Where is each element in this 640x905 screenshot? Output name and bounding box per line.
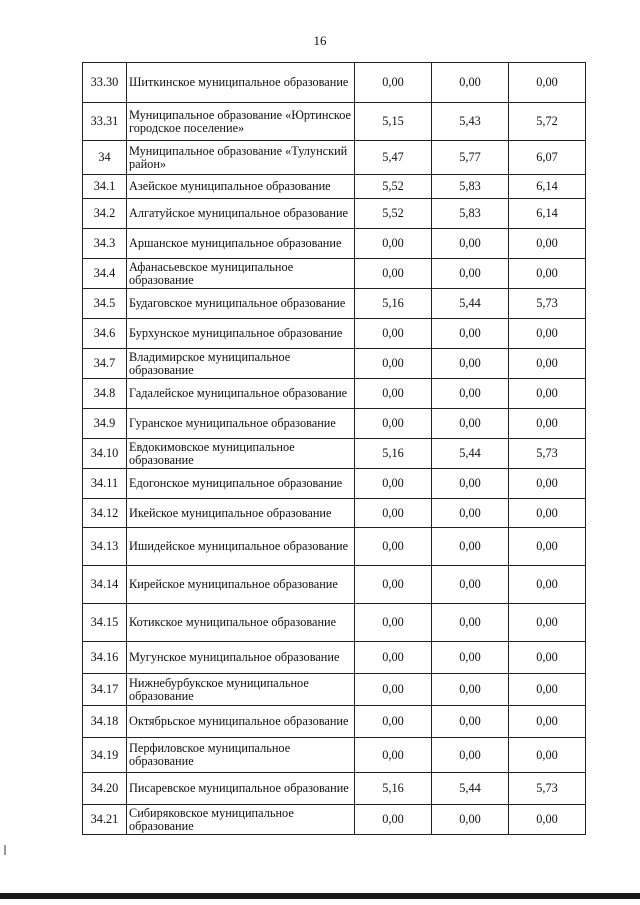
municipality-name: Владимирское муниципальное образование xyxy=(127,349,355,379)
value-2: 0,00 xyxy=(432,499,509,528)
value-1: 5,47 xyxy=(355,141,432,175)
value-2: 0,00 xyxy=(432,706,509,738)
table-row xyxy=(83,319,586,349)
municipality-name: Мугунское муниципальное образование xyxy=(127,642,355,674)
municipality-name: Перфиловское муниципальное образование xyxy=(127,738,355,773)
value-2: 5,44 xyxy=(432,773,509,805)
row-number: 34.10 xyxy=(83,439,127,469)
table-row xyxy=(83,141,586,175)
value-3: 0,00 xyxy=(509,259,586,289)
value-2: 0,00 xyxy=(432,409,509,439)
municipality-name: Кирейское муниципальное образование xyxy=(127,566,355,604)
table-row xyxy=(83,259,586,289)
value-2: 0,00 xyxy=(432,805,509,835)
value-1: 0,00 xyxy=(355,379,432,409)
data-table xyxy=(82,62,586,835)
value-2: 0,00 xyxy=(432,674,509,706)
value-3: 0,00 xyxy=(509,319,586,349)
value-2: 0,00 xyxy=(432,229,509,259)
municipality-name: Алгатуйское муниципальное образование xyxy=(127,199,355,229)
value-3: 5,73 xyxy=(509,439,586,469)
row-number: 34.1 xyxy=(83,175,127,199)
table-row xyxy=(83,469,586,499)
value-1: 0,00 xyxy=(355,349,432,379)
value-2: 0,00 xyxy=(432,319,509,349)
row-number: 34.2 xyxy=(83,199,127,229)
municipality-name: Муниципальное образование «Тулунский район» xyxy=(127,141,355,175)
table-row xyxy=(83,706,586,738)
table-row xyxy=(83,566,586,604)
row-number: 34.6 xyxy=(83,319,127,349)
page-number: 16 xyxy=(313,33,327,48)
municipality-name: Сибиряковское муниципальное образование xyxy=(127,805,355,835)
municipality-name: Шиткинское муниципальное образование xyxy=(127,63,355,103)
value-3: 0,00 xyxy=(509,805,586,835)
value-1: 0,00 xyxy=(355,469,432,499)
table-row xyxy=(83,738,586,773)
value-1: 0,00 xyxy=(355,674,432,706)
value-3: 0,00 xyxy=(509,409,586,439)
value-3: 5,72 xyxy=(509,103,586,141)
value-3: 0,00 xyxy=(509,469,586,499)
value-1: 0,00 xyxy=(355,706,432,738)
table-row xyxy=(83,773,586,805)
footer-rule xyxy=(0,893,640,899)
value-3: 0,00 xyxy=(509,566,586,604)
table-row xyxy=(83,103,586,141)
value-3: 0,00 xyxy=(509,706,586,738)
value-3: 6,07 xyxy=(509,141,586,175)
value-1: 5,52 xyxy=(355,199,432,229)
value-2: 5,83 xyxy=(432,199,509,229)
value-1: 0,00 xyxy=(355,409,432,439)
municipality-name: Икейское муниципальное образование xyxy=(127,499,355,528)
municipality-name: Бурхунское муниципальное образование xyxy=(127,319,355,349)
table-row xyxy=(83,175,586,199)
row-number: 34 xyxy=(83,141,127,175)
value-1: 0,00 xyxy=(355,63,432,103)
municipality-name: Нижнебурбукское муниципальное образование xyxy=(127,674,355,706)
row-number: 34.7 xyxy=(83,349,127,379)
municipality-name: Афанасьевское муниципальное образование xyxy=(127,259,355,289)
value-3: 5,73 xyxy=(509,289,586,319)
row-number: 34.9 xyxy=(83,409,127,439)
table-row xyxy=(83,528,586,566)
municipality-name: Будаговское муниципальное образование xyxy=(127,289,355,319)
row-number: 33.30 xyxy=(83,63,127,103)
table-row xyxy=(83,499,586,528)
table-row xyxy=(83,642,586,674)
row-number: 34.11 xyxy=(83,469,127,499)
value-3: 0,00 xyxy=(509,528,586,566)
value-3: 0,00 xyxy=(509,674,586,706)
value-1: 0,00 xyxy=(355,319,432,349)
row-number: 34.13 xyxy=(83,528,127,566)
municipality-name: Котикское муниципальное образование xyxy=(127,604,355,642)
municipality-name: Октябрьское муниципальное образование xyxy=(127,706,355,738)
value-3: 6,14 xyxy=(509,199,586,229)
value-2: 0,00 xyxy=(432,604,509,642)
municipality-name: Аршанское муниципальное образование xyxy=(127,229,355,259)
table-row xyxy=(83,349,586,379)
value-2: 0,00 xyxy=(432,63,509,103)
row-number: 34.20 xyxy=(83,773,127,805)
row-number: 34.4 xyxy=(83,259,127,289)
table-row xyxy=(83,289,586,319)
value-2: 0,00 xyxy=(432,566,509,604)
value-1: 5,15 xyxy=(355,103,432,141)
row-number: 34.17 xyxy=(83,674,127,706)
municipality-name: Евдокимовское муниципальное образование xyxy=(127,439,355,469)
value-2: 0,00 xyxy=(432,469,509,499)
value-1: 0,00 xyxy=(355,229,432,259)
table-row xyxy=(83,199,586,229)
value-1: 0,00 xyxy=(355,805,432,835)
table-row xyxy=(83,229,586,259)
value-3: 0,00 xyxy=(509,63,586,103)
value-2: 0,00 xyxy=(432,349,509,379)
value-1: 5,16 xyxy=(355,773,432,805)
row-number: 34.18 xyxy=(83,706,127,738)
value-3: 5,73 xyxy=(509,773,586,805)
value-1: 5,16 xyxy=(355,289,432,319)
value-3: 0,00 xyxy=(509,229,586,259)
value-1: 0,00 xyxy=(355,604,432,642)
value-2: 0,00 xyxy=(432,379,509,409)
value-2: 5,83 xyxy=(432,175,509,199)
value-3: 0,00 xyxy=(509,349,586,379)
value-1: 5,52 xyxy=(355,175,432,199)
margin-mark xyxy=(4,845,6,855)
value-1: 0,00 xyxy=(355,528,432,566)
value-3: 0,00 xyxy=(509,499,586,528)
value-2: 0,00 xyxy=(432,259,509,289)
value-2: 5,77 xyxy=(432,141,509,175)
row-number: 34.19 xyxy=(83,738,127,773)
value-1: 0,00 xyxy=(355,499,432,528)
table-row xyxy=(83,674,586,706)
municipality-name: Писаревское муниципальное образование xyxy=(127,773,355,805)
municipality-name: Гадалейское муниципальное образование xyxy=(127,379,355,409)
municipality-name: Гуранское муниципальное образование xyxy=(127,409,355,439)
value-2: 0,00 xyxy=(432,642,509,674)
table-row xyxy=(83,805,586,835)
row-number: 34.15 xyxy=(83,604,127,642)
row-number: 34.3 xyxy=(83,229,127,259)
value-1: 0,00 xyxy=(355,738,432,773)
row-number: 34.14 xyxy=(83,566,127,604)
value-2: 5,44 xyxy=(432,439,509,469)
value-2: 5,43 xyxy=(432,103,509,141)
value-1: 0,00 xyxy=(355,259,432,289)
value-2: 0,00 xyxy=(432,738,509,773)
value-1: 0,00 xyxy=(355,566,432,604)
row-number: 33.31 xyxy=(83,103,127,141)
row-number: 34.8 xyxy=(83,379,127,409)
row-number: 34.16 xyxy=(83,642,127,674)
table-row xyxy=(83,409,586,439)
municipality-name: Муниципальное образование «Юртинское городское поселение» xyxy=(127,103,355,141)
municipality-name: Ишидейское муниципальное образование xyxy=(127,528,355,566)
value-3: 0,00 xyxy=(509,738,586,773)
value-3: 0,00 xyxy=(509,379,586,409)
table-row xyxy=(83,604,586,642)
table-row xyxy=(83,439,586,469)
value-2: 0,00 xyxy=(432,528,509,566)
value-1: 0,00 xyxy=(355,642,432,674)
municipality-name: Едогонское муниципальное образование xyxy=(127,469,355,499)
table-row xyxy=(83,63,586,103)
table-row xyxy=(83,379,586,409)
municipality-name: Азейское муниципальное образование xyxy=(127,175,355,199)
value-3: 6,14 xyxy=(509,175,586,199)
row-number: 34.12 xyxy=(83,499,127,528)
value-3: 0,00 xyxy=(509,642,586,674)
value-2: 5,44 xyxy=(432,289,509,319)
row-number: 34.21 xyxy=(83,805,127,835)
value-1: 5,16 xyxy=(355,439,432,469)
value-3: 0,00 xyxy=(509,604,586,642)
row-number: 34.5 xyxy=(83,289,127,319)
